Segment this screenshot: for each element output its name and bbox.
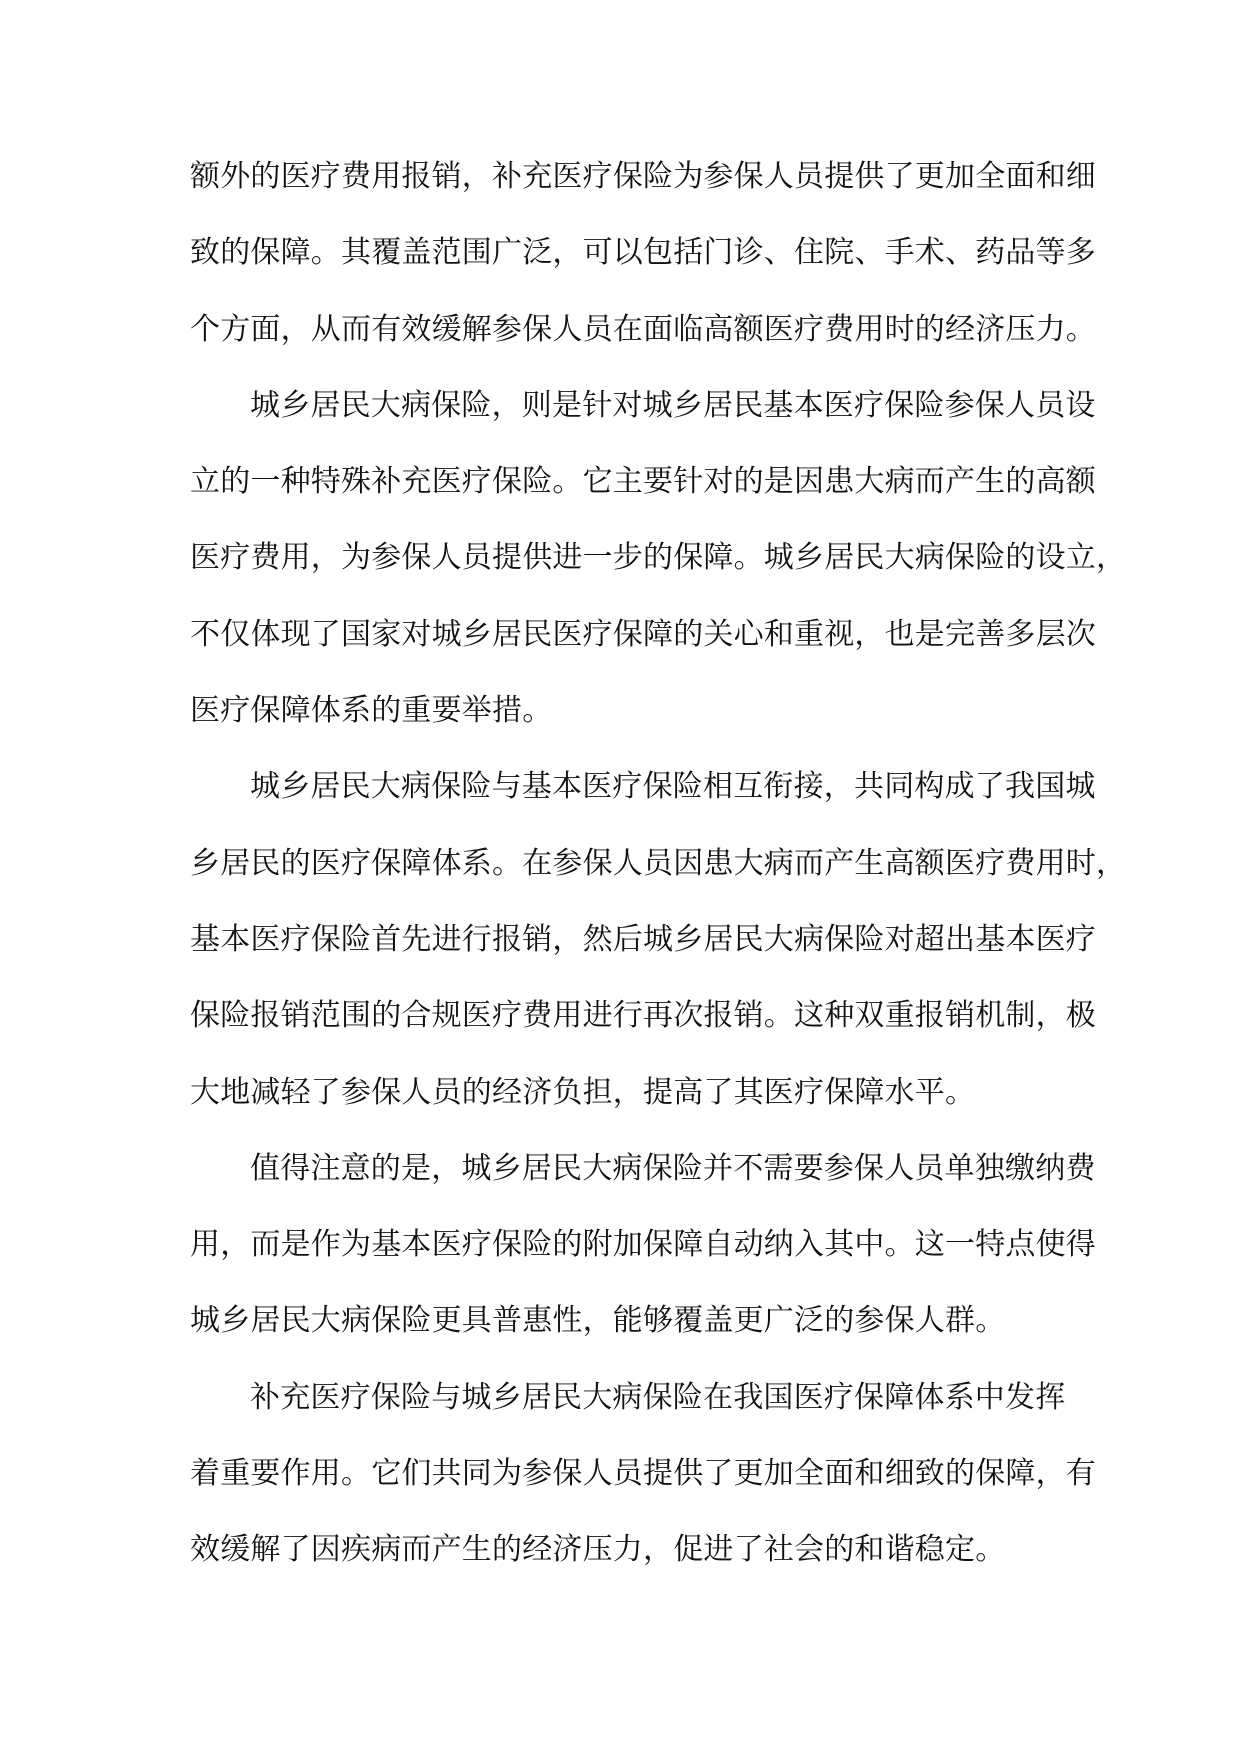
paragraph-3	[190, 749, 1127, 1130]
paragraph-line: 额外的医疗费用报销，补充医疗保险为参保人员提供了更加全面和细	[190, 159, 1096, 194]
paragraph-line: 医疗费用，为参保人员提供进一步的保障。城乡居民大病保险的设立，	[190, 540, 1127, 576]
paragraph-line: 城乡居民大病保险与基本医疗保险相互衔接，共同构成了我国城	[250, 769, 1096, 805]
paragraph-line: 值得注意的是，城乡居民大病保险并不需要参保人员单独缴纳费	[250, 1150, 1096, 1186]
paragraph-5	[190, 1360, 1096, 1589]
paragraph-2	[190, 368, 1127, 749]
paragraph-line: 城乡居民大病保险更具普惠性，能够覆盖更广泛的参保人群。	[190, 1303, 1006, 1339]
paragraph-line: 乡居民的医疗保障体系。在参保人员因患大病而产生高额医疗费用时，	[190, 845, 1127, 881]
paragraph-line: 补充医疗保险与城乡居民大病保险在我国医疗保障体系中发挥	[250, 1379, 1066, 1415]
document-body	[190, 139, 1127, 1589]
paragraph-line: 用，而是作为基本医疗保险的附加保障自动纳入其中。这一特点使得	[190, 1227, 1096, 1263]
paragraph-line: 致的保障。其覆盖范围广泛，可以包括门诊、住院、手术、药品等多	[190, 235, 1096, 271]
paragraph-line: 医疗保障体系的重要举措。	[190, 693, 553, 729]
paragraph-line: 基本医疗保险首先进行报销，然后城乡居民大病保险对超出基本医疗	[190, 921, 1096, 957]
paragraph-4	[190, 1131, 1096, 1360]
paragraph-line: 效缓解了因疾病而产生的经济压力，促进了社会的和谐稳定。	[190, 1532, 1006, 1568]
paragraph-line: 不仅体现了国家对城乡居民医疗保障的关心和重视，也是完善多层次	[190, 616, 1096, 652]
paragraph-line: 个方面，从而有效缓解参保人员在面临高额医疗费用时的经济压力。	[190, 311, 1096, 347]
paragraph-line: 大地减轻了参保人员的经济负担，提高了其医疗保障水平。	[190, 1074, 976, 1110]
paragraph-line: 立的一种特殊补充医疗保险。它主要针对的是因患大病而产生的高额	[190, 464, 1096, 500]
paragraph-1	[190, 139, 1096, 368]
paragraph-line: 保险报销范围的合规医疗费用进行再次报销。这种双重报销机制，极	[190, 998, 1096, 1034]
paragraph-line: 城乡居民大病保险，则是针对城乡居民基本医疗保险参保人员设	[250, 387, 1096, 423]
paragraph-line: 着重要作用。它们共同为参保人员提供了更加全面和细致的保障，有	[190, 1456, 1096, 1492]
